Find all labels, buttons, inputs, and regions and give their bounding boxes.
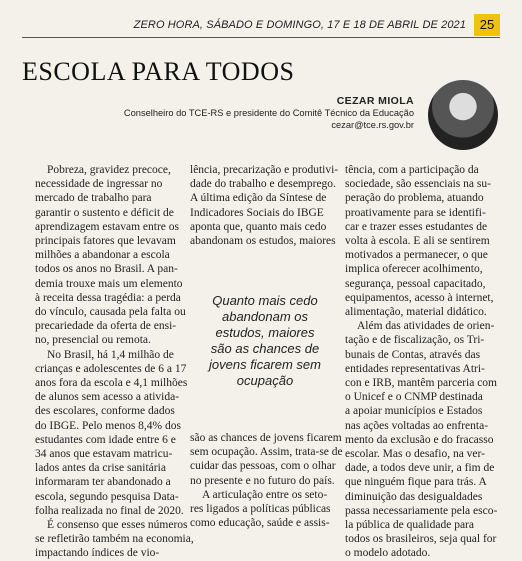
article-title: ESCOLA PARA TODOS <box>22 57 295 86</box>
text-line: passa necessariamente pela esco- <box>345 504 498 517</box>
text-line: escolar. Mas o desafio, na ver- <box>345 448 485 461</box>
text-line: no, presencial ou remota. <box>35 334 151 347</box>
text-line: informaram ter abandonado a <box>35 476 171 489</box>
text-line: des escolares, conforme dados <box>35 405 175 418</box>
text-line: tação e de fiscalização, os Tri- <box>345 334 485 347</box>
byline <box>114 95 414 131</box>
text-line: milhões a abandonar a escola <box>35 249 170 262</box>
author-role: Conselheiro do TCE-RS e presidente do Comitê Técnico da Educação <box>123 108 414 118</box>
text-line: No Brasil, há 1,4 milhão de <box>47 348 174 361</box>
text-line: entidades representativas Atri- <box>345 362 485 375</box>
text-line: demia trouxe mais um elemento <box>35 277 183 290</box>
text-line: cuidar das pessoas, com o olhar <box>190 460 336 473</box>
text-line: do vínculo, causada pela falta ou <box>35 306 186 319</box>
text-line: anos fora da escola e 4,1 milhões <box>35 377 188 390</box>
page-header <box>0 14 522 36</box>
text-line: dade do trabalho e desemprego. <box>190 178 336 191</box>
column-2-bottom <box>190 431 343 530</box>
text-line: bunais de Contas, através das <box>345 348 481 361</box>
text-line: car e trazer esses estudantes de <box>345 220 488 233</box>
text-line: aprendizagem estavam entre os <box>35 220 180 233</box>
text-line: como educação, saúde e assis- <box>190 517 330 530</box>
edition-date: ZERO HORA, SÁBADO E DOMINGO, 17 E 18 DE ABRIL DE 2021 <box>133 19 466 31</box>
text-line: folha realizada no final de 2020. <box>35 504 184 517</box>
header-rule <box>22 37 500 38</box>
text-line: segurança, pessoal capacitado, <box>345 277 486 290</box>
text-line: dade, a todos deve unir, a fim de <box>345 462 495 475</box>
text-line: A última edição da Síntese de <box>190 192 327 205</box>
column-1 <box>35 163 194 561</box>
column-3 <box>345 163 498 561</box>
text-line: implica oferecer acolhimento, <box>345 263 483 276</box>
text-line: todos os brasileiros, seja qual for <box>345 533 497 546</box>
author-email: cezar@tce.rs.gov.br <box>331 120 414 130</box>
text-line: principais fatores que levavam <box>35 235 176 248</box>
page-number-badge: 25 <box>474 14 500 36</box>
text-line: o Unicef e o CNMP destinada <box>345 391 483 404</box>
quote-line: são as chances de <box>210 341 320 356</box>
text-line: nas ações voltadas ao enfrenta- <box>345 419 489 432</box>
pull-quote <box>190 293 340 389</box>
text-line: tência, com a participação da <box>345 164 479 176</box>
text-line: todos os anos no Brasil. A pan- <box>35 263 178 276</box>
text-line: à receita dessa tragédia: a perda <box>35 291 181 304</box>
text-line: a apoiar municípios e Estados <box>345 405 483 418</box>
quote-line: jovens ficarem sem <box>209 357 321 372</box>
text-line: Indicadores Sociais do IBGE <box>190 206 324 219</box>
text-line: motivados a permanecer, o que <box>345 249 488 262</box>
text-line: diminuição das desigualdades <box>345 490 483 503</box>
text-line: que ninguém fique para trás. A <box>345 476 487 489</box>
text-line: são as chances de jovens ficarem <box>190 432 342 444</box>
text-line: crianças e adolescentes de 6 a 17 <box>35 362 187 375</box>
text-line: peração do problema, atuando <box>345 192 484 205</box>
text-line: estudantes com idade entre 6 e <box>35 433 176 446</box>
quote-line: estudos, maiores <box>215 325 315 340</box>
text-line: Além das atividades de orien- <box>357 320 495 333</box>
text-line: no presente e no futuro do país. <box>190 474 335 487</box>
text-line: impactando índices de vio- <box>35 547 160 560</box>
text-line: aponta que, quanto mais cedo <box>190 220 327 233</box>
text-line: lência, precarização e produtivi- <box>190 164 339 176</box>
text-line: garantir o sustento e déficit de <box>35 206 174 219</box>
text-line: volta à escola. E ali se sentirem <box>345 235 490 248</box>
text-line: Pobreza, gravidez precoce, <box>47 164 171 176</box>
text-line: alimentação, material didático. <box>345 306 487 319</box>
quote-line: ocupação <box>236 373 294 388</box>
text-line: É consenso que esses números <box>47 519 188 532</box>
text-line: A articulação entre os seto- <box>202 488 328 501</box>
text-line: mento da exclusão e do fracasso <box>345 433 494 446</box>
text-line: equipamentos, acesso à internet, <box>345 291 494 304</box>
text-line: se refletirão também na economia, <box>35 533 194 546</box>
text-line: do IBGE. Pelo menos 8,4% dos <box>35 419 181 432</box>
text-line: sem ocupação. Assim, trata-se de <box>190 446 343 459</box>
text-line: mercado de trabalho para <box>35 192 152 205</box>
quote-line: abandonam os <box>221 309 308 324</box>
text-line: sociedade, são essenciais na su- <box>345 178 491 191</box>
text-line: con e IRB, mantêm parceria com <box>345 377 497 390</box>
text-line: lados antes da crise sanitária <box>35 462 166 475</box>
text-line: necessidade de ingressar no <box>35 178 163 191</box>
quote-line: Quanto mais cedo <box>212 293 318 308</box>
text-line: o modelo adotado. <box>345 547 431 560</box>
text-line: res ligados a políticas públicas <box>190 503 331 516</box>
text-line: de alunos sem acesso a ativida- <box>35 391 180 404</box>
text-line: precariedade da oferta de ensi- <box>35 320 177 333</box>
author-name: CEZAR MIOLA <box>336 95 414 107</box>
text-line: 34 anos que estavam matricu- <box>35 448 173 461</box>
column-2-top <box>190 163 340 248</box>
text-line: escola, segundo pesquisa Data- <box>35 490 179 503</box>
text-line: la pública de qualidade para <box>345 519 474 532</box>
author-photo <box>428 80 498 150</box>
text-line: abandonam os estudos, maiores <box>190 235 336 248</box>
text-line: proativamente para se identifi- <box>345 206 486 219</box>
